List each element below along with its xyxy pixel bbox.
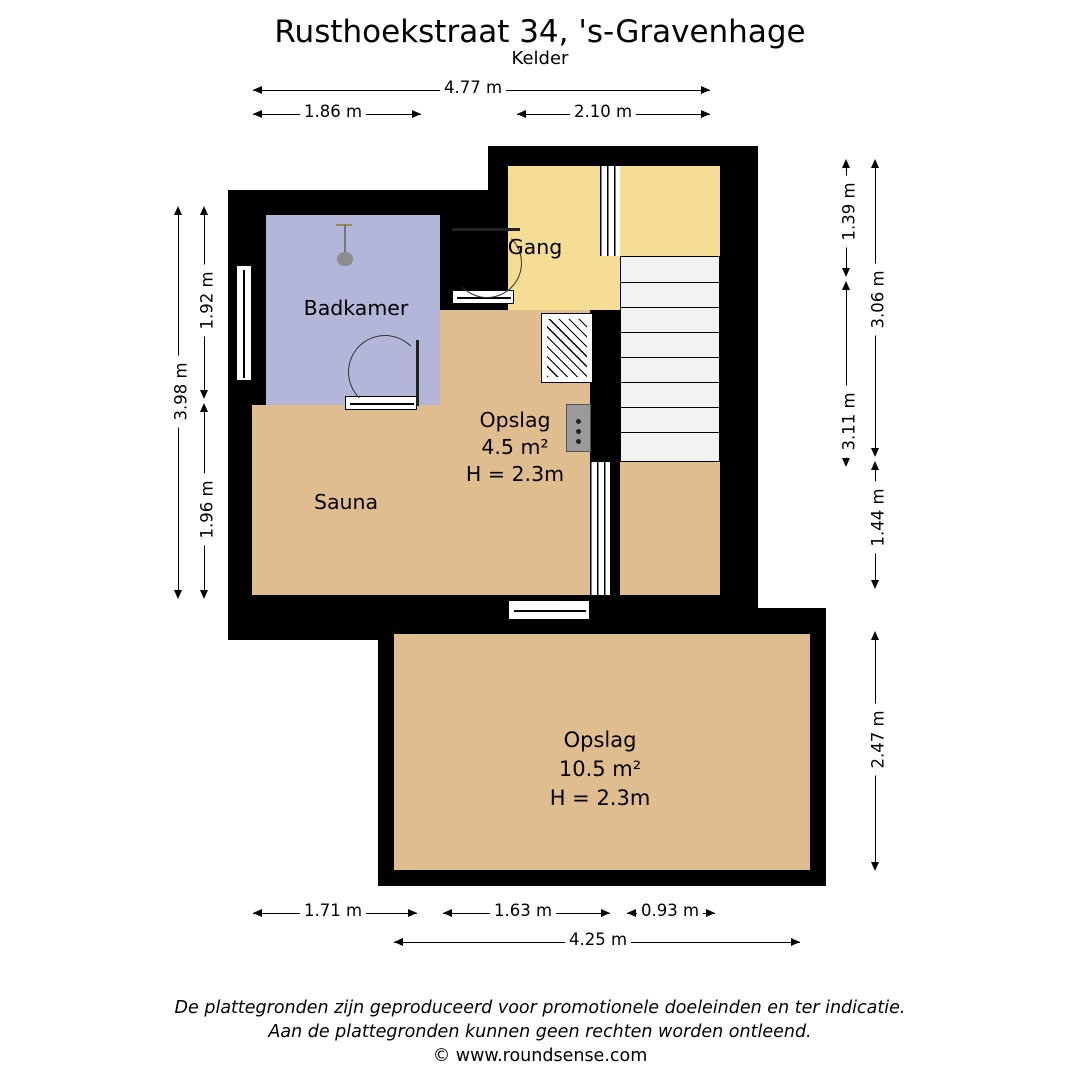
dim-right-144-label: 1.44 m (869, 482, 888, 554)
label-gang (470, 234, 600, 261)
label-opslag-big (455, 726, 745, 813)
door-gang-leaf (452, 228, 520, 231)
dim-right-311-label: 3.11 m (840, 386, 859, 458)
dim-top-left-label: 1.86 m (300, 102, 366, 121)
label-opslag-small-area: 4.5 m² (481, 435, 549, 459)
dim-left-lower-label: 1.96 m (198, 474, 217, 546)
window-badkamer-left (236, 265, 252, 381)
window-opslag-big-top (508, 600, 590, 620)
dim-bottom-093-label: 0.93 m (637, 901, 703, 920)
dim-bottom-171-label: 1.71 m (300, 901, 366, 920)
label-sauna (256, 489, 436, 516)
label-opslag-big-name: Opslag (563, 728, 637, 752)
dim-left-total-label: 3.98 m (172, 356, 191, 428)
footer-copyright: © www.roundsense.com (432, 1046, 648, 1066)
footer-line-1: De plattegronden zijn geproduceerd voor promotionele doeleinden en ter indicatie. (174, 998, 906, 1018)
door-badkamer-arc (348, 335, 422, 409)
label-sauna-text: Sauna (313, 490, 379, 514)
footer-line-2: Aan de plattegronden kunnen geen rechten worden ontleend. (268, 1022, 812, 1042)
dim-right-139-label: 1.39 m (840, 176, 859, 248)
dim-top-total-label: 4.77 m (440, 78, 506, 97)
room-gang-right (630, 166, 720, 256)
label-opslag-small (440, 407, 590, 488)
page-title: Rusthoekstraat 34, 's-Gravenhage (274, 14, 806, 50)
label-opslag-small-name: Opslag (479, 408, 551, 432)
dim-right-306-label: 3.06 m (869, 264, 888, 336)
room-lower-right-strip (620, 462, 720, 595)
dim-right-247-label: 2.47 m (869, 704, 888, 776)
staircase-treads (620, 256, 720, 462)
lamp-shade-icon (337, 252, 353, 266)
shaft-box (541, 313, 593, 383)
dim-bottom-163-label: 1.63 m (490, 901, 556, 920)
label-gang-text: Gang (507, 235, 563, 259)
dim-bottom-total-label: 4.25 m (565, 930, 631, 949)
label-opslag-small-height: H = 2.3m (465, 462, 565, 486)
dim-top-right-label: 2.10 m (570, 102, 636, 121)
label-badkamer (256, 295, 456, 322)
dim-left-upper-label: 1.92 m (198, 265, 217, 337)
stair-shaft-hatch-bottom (590, 462, 610, 595)
label-opslag-big-height: H = 2.3m (549, 786, 651, 810)
page-subtitle: Kelder (511, 48, 569, 69)
stair-shaft-hatch-top (600, 166, 620, 256)
door-badkamer-leaf (416, 340, 419, 406)
label-opslag-big-area: 10.5 m² (558, 757, 642, 781)
label-badkamer-text: Badkamer (303, 296, 409, 320)
